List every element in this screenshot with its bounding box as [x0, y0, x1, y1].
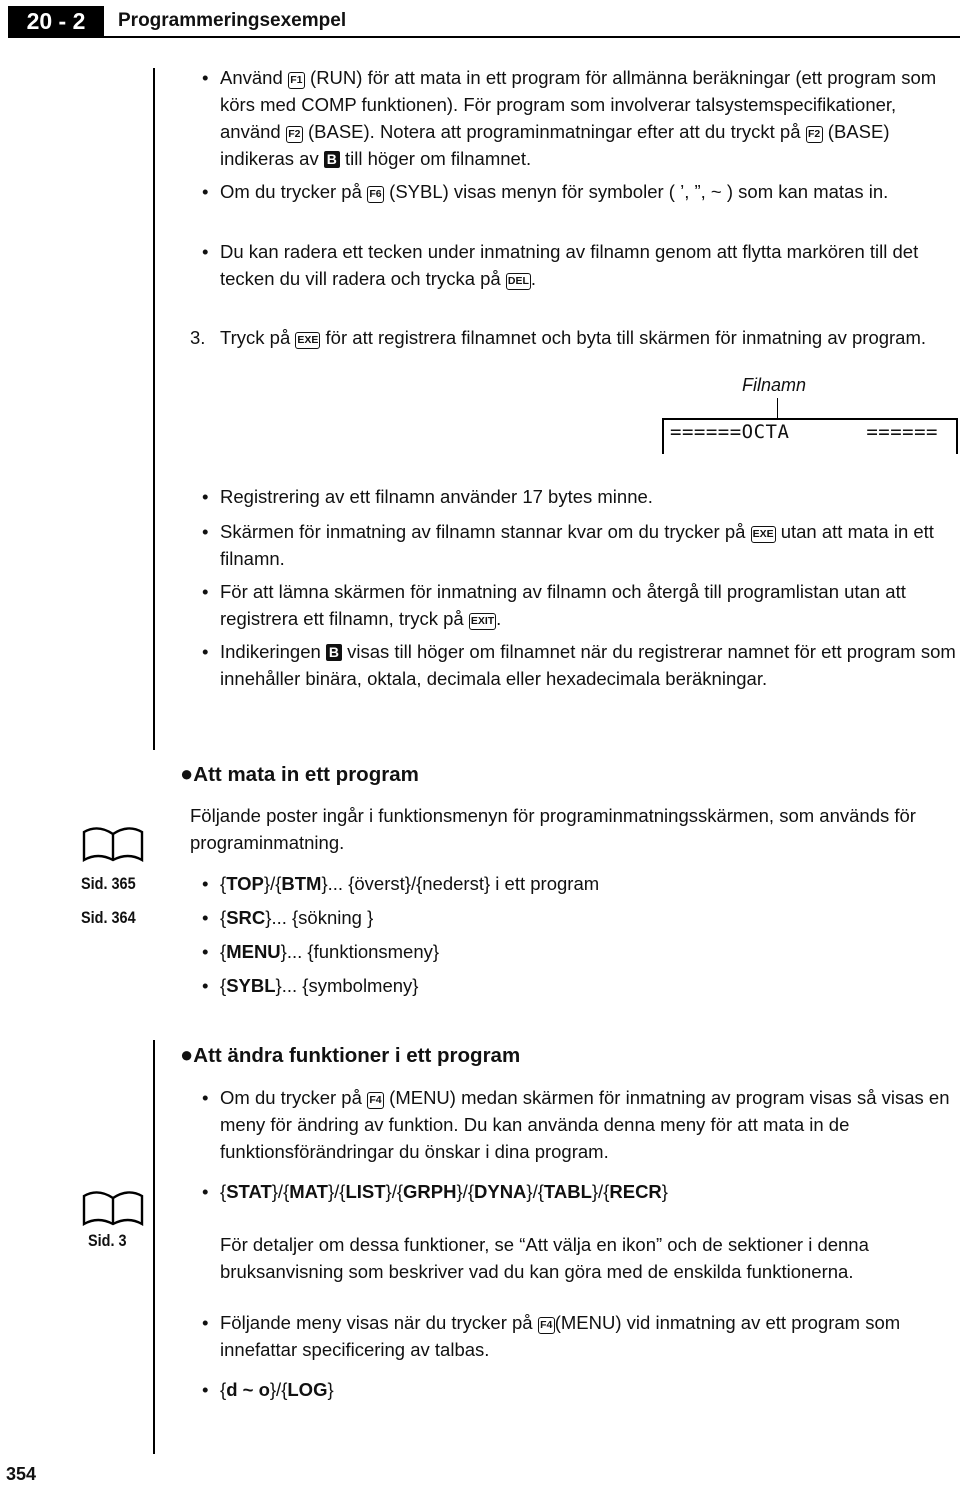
bullet-item: • Använd F1 (RUN) för att mata in ett program för allmänna beräkningar (ett program som körs med COMP funktionen). För program som involverar talsystemspecifikationer, använd F2 (BASE). Notera att programinmatningar efter att du tryckt på F2 (BASE) indikeras av B till höger om filnamnet. [202, 67, 937, 169]
filename-callout: Filnamn [742, 375, 807, 395]
section-heading: ●Att mata in ett program [180, 761, 419, 786]
section-number: 20 - 2 [8, 6, 104, 36]
bullet-item: • Om du trycker på F6 (SYBL) visas menyn för symboler ( ’, ”, ~ ) som kan matas in. [202, 181, 889, 202]
menu-item: • {SYBL}... {symbolmeny} [202, 975, 419, 996]
bullet-item: • Registrering av ett filnamn använder 17 bytes minne. [202, 486, 653, 507]
menu-item: • {STAT}/{MAT}/{LIST}/{GRPH}/{DYNA}/{TABL}/{RECR} [202, 1181, 668, 1202]
menu-item: • {MENU}... {funktionsmeny} [202, 941, 440, 962]
page-reference: Sid. 365 [81, 874, 136, 893]
book-reference-icon [82, 826, 144, 862]
screen-filename: ======OCTA [670, 421, 790, 443]
page-number: 354 [6, 1464, 37, 1484]
bullet-item: • Följande meny visas när du trycker på F4 (MENU) vid inmatning av ett program som innefattar specificering av talbas. [202, 1312, 901, 1360]
note-text: För detaljer om dessa funktioner, se “Att välja en ikon” och de sektioner i denna bruksanvisning som beskriver vad du kan göra med de enskilda funktionerna. [220, 1234, 869, 1282]
menu-item: • {TOP}/{BTM}... {överst}/{nederst} i ett program [202, 873, 600, 894]
f6-key-icon: F6 [367, 186, 384, 203]
b-indicator-icon: B [326, 644, 342, 661]
page-title: Programmeringsexempel [118, 10, 347, 31]
f4-key-icon: F4 [538, 1317, 555, 1334]
menu-item: • {d ~ o}/{LOG} [202, 1379, 334, 1400]
callout-line [777, 398, 778, 418]
f1-key-icon: F1 [288, 72, 305, 89]
margin-rule [153, 68, 155, 750]
del-key-icon: DEL [506, 273, 531, 290]
section-heading: ●Att ändra funktioner i ett program [180, 1042, 521, 1067]
exe-key-icon: EXE [295, 332, 320, 349]
calculator-screen [662, 418, 958, 454]
f2-key-icon: F2 [286, 126, 303, 143]
header-rule [8, 36, 960, 38]
section-intro: Följande poster ingår i funktionsmenyn för programinmatningsskärmen, som används för programinmatning. [190, 805, 916, 853]
step-text: Tryck på EXE för att registrera filnamnet och byta till skärmen för inmatning av program. [220, 327, 927, 348]
screen-filler: ====== [866, 421, 938, 443]
bullet-item: • Indikeringen B visas till höger om filnamnet när du registrerar namnet för ett program som innehåller binära, oktala, decimala eller hexadecimala beräkningar. [202, 641, 956, 689]
book-reference-icon [82, 1190, 144, 1226]
exit-key-icon: EXIT [469, 613, 496, 630]
step-number: 3. [190, 327, 206, 348]
menu-item: • {SRC}... {sökning } [202, 907, 374, 928]
bullet-item: • Skärmen för inmatning av filnamn stannar kvar om du trycker på EXE utan att mata in ett filnamn. [202, 521, 934, 569]
margin-rule [153, 1040, 155, 1454]
exe-key-icon: EXE [751, 526, 776, 543]
f4-key-icon: F4 [367, 1092, 384, 1109]
page-reference: Sid. 364 [81, 908, 136, 927]
bullet-item: • Du kan radera ett tecken under inmatning av filnamn genom att flytta markören till det tecken du vill radera och trycka på DEL . [202, 241, 919, 289]
page-reference: Sid. 3 [88, 1231, 127, 1250]
f2-key-icon: F2 [806, 126, 823, 143]
b-indicator-icon: B [324, 151, 340, 168]
bullet-item: • För att lämna skärmen för inmatning av filnamn och återgå till programlistan utan att registrera ett filnamn, tryck på EXIT . [202, 581, 906, 629]
bullet-item: • Om du trycker på F4 (MENU) medan skärmen för inmatning av program visas så visas en meny för ändring av funktion. Du kan använda denna meny för att mata in de funktionsförändringar du önskar i dina program. [202, 1087, 950, 1162]
